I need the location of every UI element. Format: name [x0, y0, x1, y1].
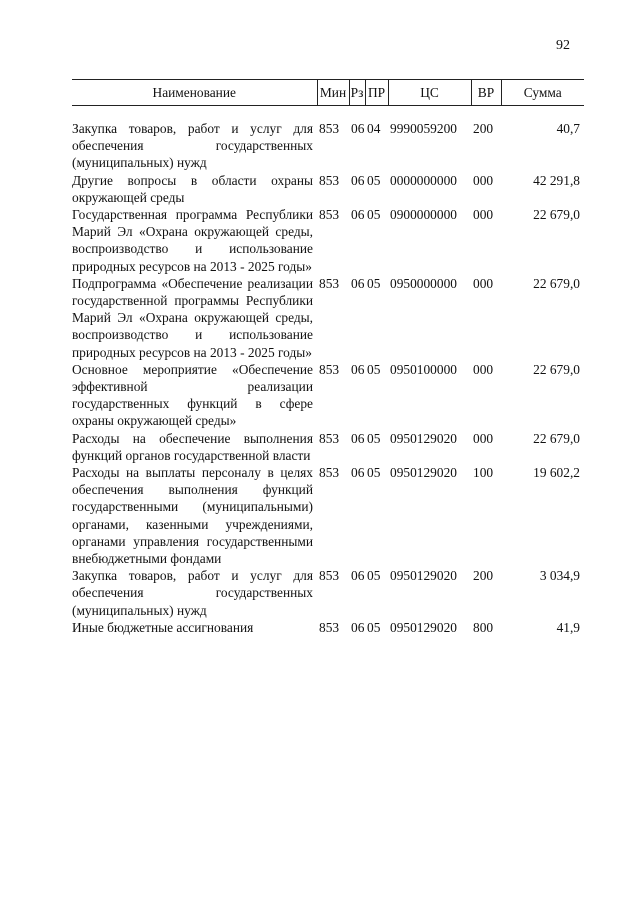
cell-min: 853	[319, 465, 340, 481]
cell-rz: 06	[351, 275, 365, 291]
cell-cs: 0950129020	[390, 568, 457, 584]
cell-rz: 06	[351, 121, 365, 136]
cell-rz: 06	[351, 568, 365, 584]
cell-cs: 0900000000	[390, 207, 457, 223]
cell-min: 853	[319, 568, 340, 584]
cell-rz: 06	[351, 430, 365, 446]
budget-table	[72, 79, 584, 636]
header-sum: Сумма	[501, 80, 584, 106]
table-row	[72, 619, 584, 636]
cell-vr: 000	[473, 361, 494, 377]
cell-pr: 05	[367, 207, 381, 223]
table-row	[72, 361, 584, 430]
cell-cs: 0000000000	[390, 172, 457, 188]
cell-sum: 19 602,2	[533, 465, 580, 481]
cell-pr: 05	[367, 430, 381, 446]
cell-min: 853	[319, 619, 340, 635]
cell-cs: 0950129020	[390, 619, 457, 635]
cell-name: Основное мероприятие «Обеспечение эффективной реализации государственных функций в сфере охраны окружающей среды»	[72, 361, 313, 429]
cell-min: 853	[319, 207, 340, 223]
table-header	[72, 80, 584, 106]
cell-cs: 0950000000	[390, 275, 457, 291]
cell-sum: 22 679,0	[533, 361, 580, 377]
cell-min: 853	[319, 430, 340, 446]
cell-sum: 22 679,0	[533, 430, 580, 446]
cell-vr: 100	[473, 465, 494, 481]
cell-rz: 06	[351, 361, 365, 377]
table-row	[72, 464, 584, 567]
cell-sum: 41,9	[556, 619, 580, 635]
cell-cs: 0950129020	[390, 430, 457, 446]
cell-name: Расходы на выплаты персоналу в целях обеспечения выполнения функций государственными (муниципальными) органами, казенными учреждениями, органами управления государственными внебюджетными фондами	[72, 465, 313, 567]
cell-min: 853	[319, 121, 340, 136]
cell-sum: 22 679,0	[533, 207, 580, 223]
cell-name: Закупка товаров, работ и услуг для обеспечения государственных (муниципальных) нужд	[72, 121, 313, 171]
cell-pr: 05	[367, 172, 381, 188]
cell-rz: 06	[351, 207, 365, 223]
table-row	[72, 567, 584, 619]
cell-pr: 05	[367, 619, 381, 635]
cell-pr: 05	[367, 275, 381, 291]
page-number: 92	[556, 38, 570, 53]
cell-name: Другие вопросы в области охраны окружающей среды	[72, 172, 313, 205]
cell-vr: 000	[473, 172, 494, 188]
cell-name: Иные бюджетные ассигнования	[72, 619, 254, 635]
cell-vr: 200	[473, 121, 494, 136]
cell-name: Расходы на обеспечение выполнения функций органов государственной власти	[72, 430, 313, 463]
cell-vr: 000	[473, 430, 494, 446]
cell-pr: 05	[367, 465, 381, 481]
cell-vr: 200	[473, 568, 494, 584]
table-row	[72, 172, 584, 206]
cell-pr: 04	[367, 121, 381, 136]
table-row	[72, 206, 584, 275]
cell-sum: 3 034,9	[539, 568, 580, 584]
cell-rz: 06	[351, 465, 365, 481]
header-pr: ПР	[365, 80, 388, 106]
cell-min: 853	[319, 361, 340, 377]
cell-sum: 40,7	[556, 121, 580, 136]
cell-cs: 9990059200	[390, 121, 457, 136]
header-vr: ВР	[471, 80, 501, 106]
cell-cs: 0950100000	[390, 361, 457, 377]
table-row	[72, 275, 584, 361]
cell-pr: 05	[367, 568, 381, 584]
cell-name: Закупка товаров, работ и услуг для обеспечения государственных (муниципальных) нужд	[72, 568, 313, 618]
cell-vr: 000	[473, 275, 494, 291]
cell-sum: 42 291,8	[533, 172, 580, 188]
table-body	[72, 106, 584, 637]
header-rz: Рз	[349, 80, 365, 106]
cell-rz: 06	[351, 619, 365, 635]
table-row	[72, 120, 584, 172]
header-name: Наименование	[72, 80, 317, 106]
cell-name: Государственная программа Республики Марий Эл «Охрана окружающей среды, воспроизводство и использование природных ресурсов на 2013 - 2025 годы»	[72, 207, 313, 274]
cell-pr: 05	[367, 361, 381, 377]
header-cs: ЦС	[388, 80, 471, 106]
table-row	[72, 430, 584, 464]
cell-rz: 06	[351, 172, 365, 188]
cell-min: 853	[319, 275, 340, 291]
cell-sum: 22 679,0	[533, 275, 580, 291]
cell-vr: 800	[473, 619, 494, 635]
cell-name: Подпрограмма «Обеспечение реализации государственной программы Республики Марий Эл «Охрана окружающей среды, воспроизводство и использование природных ресурсов на 2013 - 2025 годы»	[72, 275, 313, 360]
cell-cs: 0950129020	[390, 465, 457, 481]
header-min: Мин	[317, 80, 349, 106]
cell-min: 853	[319, 172, 340, 188]
cell-vr: 000	[473, 207, 494, 223]
